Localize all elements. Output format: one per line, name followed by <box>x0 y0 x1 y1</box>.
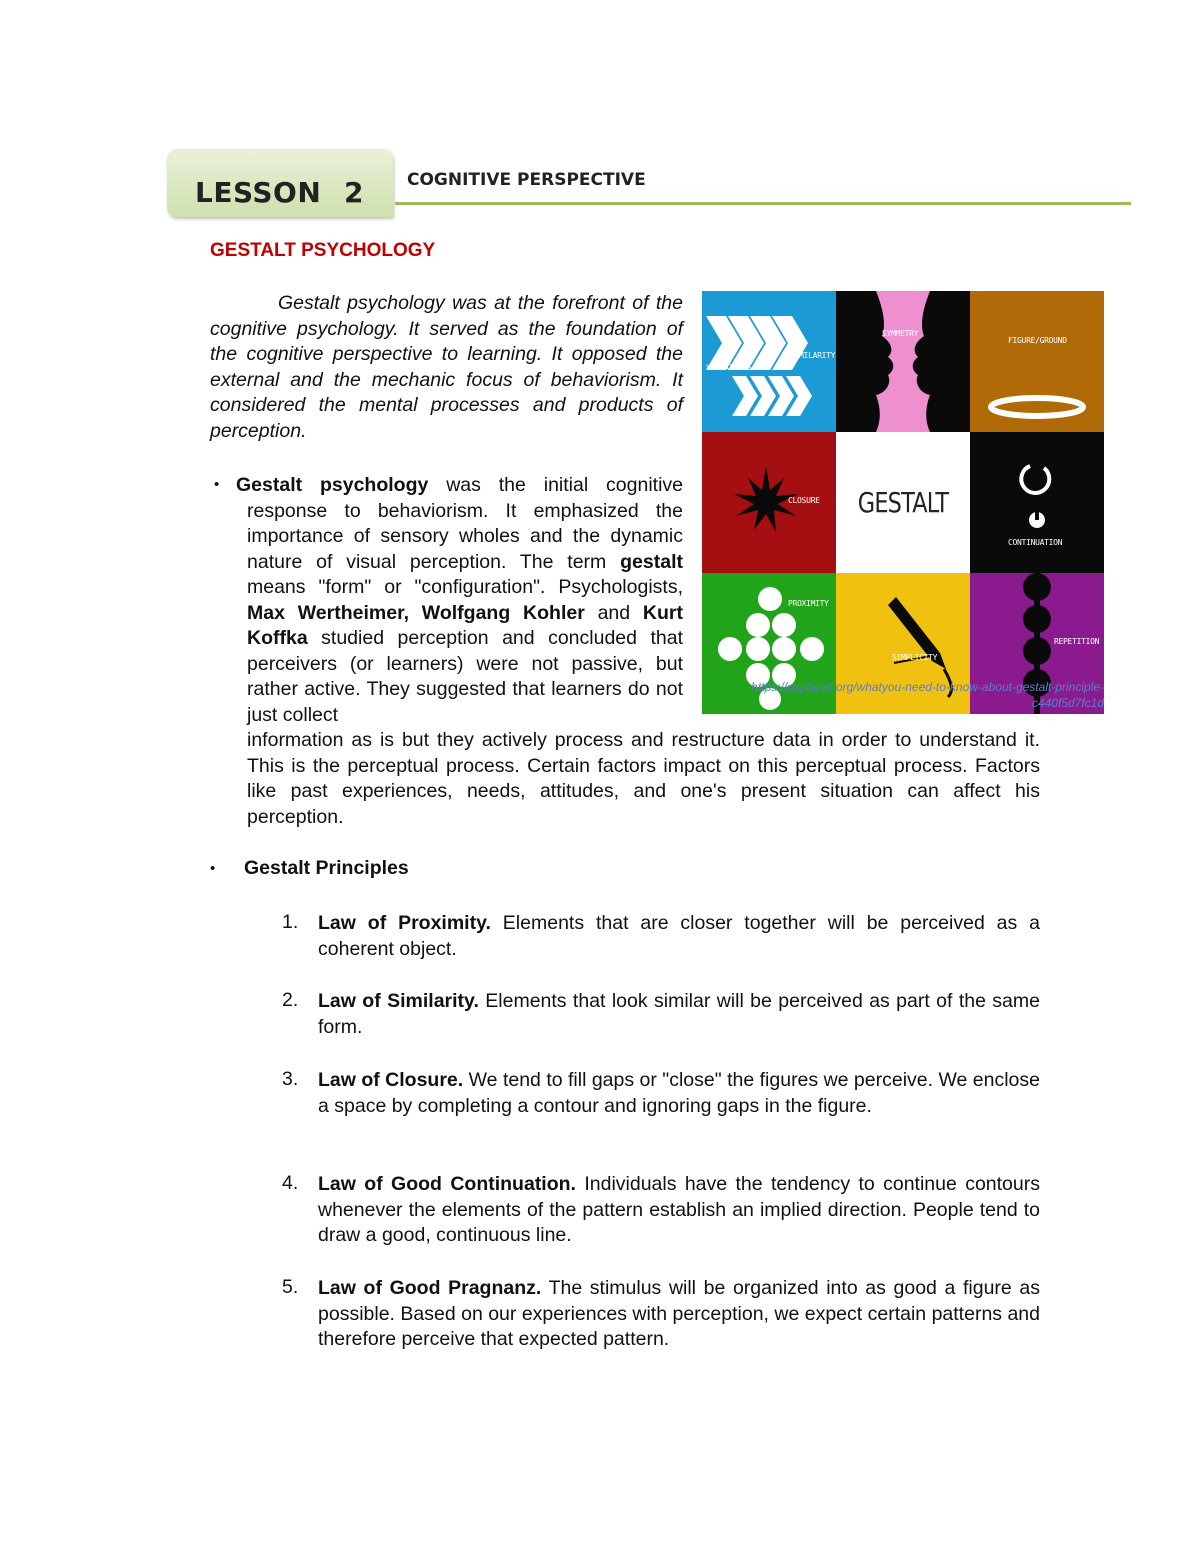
gestalt-psychology-continuation: information as is but they actively process and restructure data in order to understand it. This is the perceptual process. Certain factors impact on this perceptual process. Factors like past experiences, needs, attitudes, and one's present situation can affect his perception. <box>247 729 1040 828</box>
section-title: GESTALT PSYCHOLOGY <box>210 240 436 261</box>
header-divider <box>395 202 1131 205</box>
continuation-icon <box>970 432 1104 573</box>
law-title: Law of Closure. <box>318 1069 464 1091</box>
text-span: studied perception and concluded that perceivers (or learners) were not passive, but rather active. They suggested that learners do not just collect <box>247 627 683 726</box>
law-closure <box>318 1068 1040 1119</box>
name-koffka: Kurt Koffka <box>247 601 683 649</box>
term-gestalt: gestalt <box>620 550 683 573</box>
law-text: Elements that are closer together will be perceived as a coherent object. <box>318 912 1040 960</box>
label-simplicity: SIMPLICITY <box>892 653 938 662</box>
gestalt-psychology-paragraph <box>236 473 683 728</box>
tile-center <box>836 432 970 573</box>
law-number: 4. <box>282 1172 299 1194</box>
lesson-title: COGNITIVE PERSPECTIVE <box>407 170 646 190</box>
gestalt-principles-figure <box>702 291 1104 714</box>
lesson-number: 2 <box>344 176 364 209</box>
names-psychologists: Max Wertheimer, Wolfgang Kohler <box>247 601 585 624</box>
text-span: and <box>584 601 643 624</box>
law-text: We tend to fill gaps or "close" the figures we perceive. We enclose a space by completing a contour and ignoring gaps in the figure. <box>318 1069 1041 1117</box>
law-title: Law of Proximity. <box>318 912 491 934</box>
label-continuation: CONTINUATION <box>1008 538 1063 547</box>
label-closure: CLOSURE <box>788 496 820 505</box>
law-number: 5. <box>282 1276 299 1298</box>
faces-vase-icon <box>836 291 970 432</box>
law-title: Law of Good Continuation. <box>318 1173 576 1195</box>
law-number: 2. <box>282 989 299 1011</box>
lesson-label: LESSON <box>195 176 322 209</box>
tile-similarity <box>702 291 836 432</box>
figure-source-link[interactable]: https://uxplanet.org/whatyou-need-to-know-about-gestalt-principle-c440f5d7fc1d <box>751 680 1104 710</box>
label-figure-ground: FIGURE/GROUND <box>1008 336 1067 345</box>
law-text: Elements that look similar will be perceived as part of the same form. <box>318 990 1040 1038</box>
label-proximity: PROXIMITY <box>788 599 829 608</box>
bullet-marker: • <box>210 860 216 877</box>
label-repetition: REPETITION <box>1054 637 1100 646</box>
tile-symmetry <box>836 291 970 432</box>
term-gestalt-psychology: Gestalt psychology <box>236 474 429 496</box>
law-number: 3. <box>282 1068 299 1090</box>
figure-center-word: GESTALT <box>857 486 949 519</box>
law-title: Law of Good Pragnanz. <box>318 1277 542 1299</box>
law-title: Law of Similarity. <box>318 990 479 1012</box>
law-text: The stimulus will be organized into as good a figure as possible. Based on our experiences with perception, we expect certain patterns and therefore perceive that expected pattern. <box>318 1277 1040 1350</box>
law-proximity <box>318 911 1040 962</box>
label-similarity: SIMILARITY <box>790 351 836 360</box>
halo-icon <box>970 291 1104 432</box>
law-similarity <box>318 989 1040 1040</box>
bullet-marker: • <box>214 476 220 493</box>
tile-figure-ground <box>970 291 1104 432</box>
law-number: 1. <box>282 911 299 933</box>
law-text: Individuals have the tendency to continue contours whenever the elements of the pattern establish an implied direction. People tend to draw a good, continuous line. <box>318 1173 1040 1246</box>
law-good-pragnanz <box>318 1276 1040 1353</box>
principles-heading: Gestalt Principles <box>244 857 409 879</box>
intro-paragraph: Gestalt psychology was at the forefront of the cognitive psychology. It served as the foundation of the cognitive perspective to learning. It opposed the external and the mechanic focus of behaviorism. It considered the mental processes and products of perception. <box>210 292 683 442</box>
label-symmetry: SYMMETRY <box>882 329 919 338</box>
tile-closure <box>702 432 836 573</box>
law-good-continuation <box>318 1172 1040 1249</box>
text-span: was the initial cognitive response to behaviorism. It emphasized the importance of sensory wholes and the dynamic nature of visual perception. The term <box>247 474 683 573</box>
label-variations: VARIATIONS <box>706 363 752 372</box>
chevrons-icon <box>702 291 836 432</box>
tile-continuation <box>970 432 1104 573</box>
text-span: means "form" or "configuration". Psychologists, <box>247 576 683 598</box>
